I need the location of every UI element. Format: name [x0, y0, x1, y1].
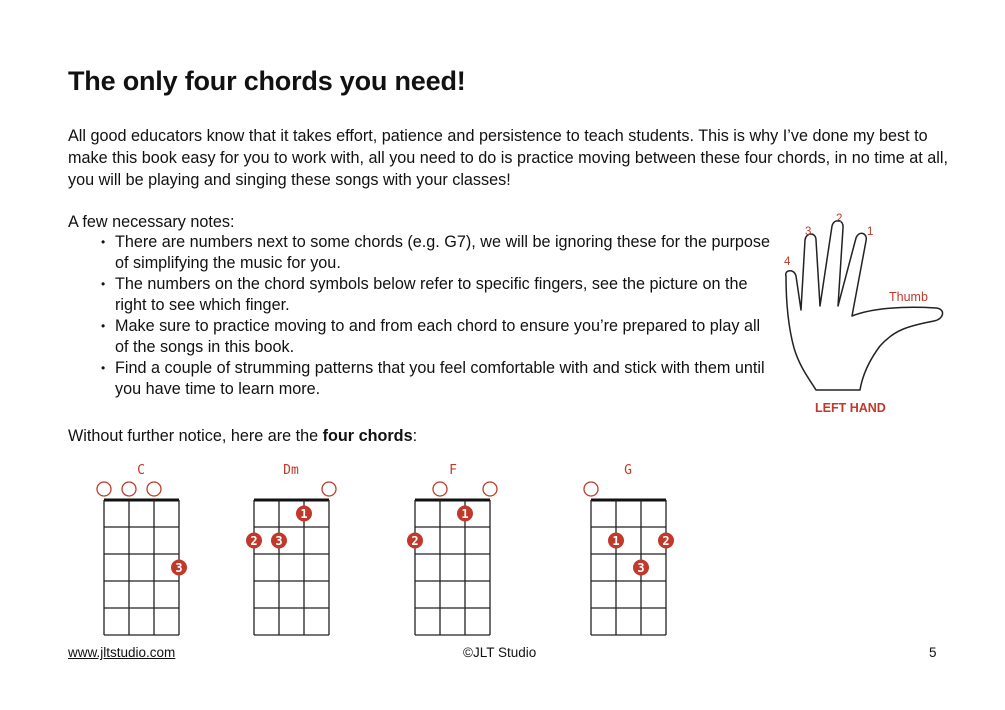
page-title: The only four chords you need! [68, 66, 466, 96]
finger-number-4: 4 [784, 256, 791, 268]
intro-paragraph: All good educators know that it takes effort, patience and persistence to teach students. This is why I’ve done my best to make this book easy for you to work with, all you need to do is practice moving between these four chords, in no time at all, you will be playing and singing these songs with your classes! [68, 127, 948, 189]
finger-dot-label: 1 [461, 507, 469, 521]
bullet-icon: • [101, 277, 106, 291]
finger-dot-label: 1 [612, 534, 620, 548]
open-string-marker [122, 482, 136, 496]
open-string-marker [584, 482, 598, 496]
chord-name-c: C [137, 463, 145, 478]
chord-name-g: G [624, 463, 632, 478]
bullet-icon: • [101, 361, 106, 375]
finger-number-2: 2 [836, 213, 843, 225]
closing-line: Without further notice, here are the four chords: [68, 427, 418, 445]
finger-dot-label: 3 [637, 561, 645, 575]
finger-dot-label: 1 [300, 507, 308, 521]
note-item: • There are numbers next to some chords (e.g. G7), we will be ignoring these for the purpose of simplifying the music for you. [101, 233, 771, 272]
notes-heading: A few necessary notes: [68, 213, 235, 231]
finger-dot-label: 2 [662, 534, 670, 548]
finger-dot-label: 3 [275, 534, 283, 548]
open-string-marker [433, 482, 447, 496]
note-item: • Find a couple of strumming patterns that you feel comfortable with and stick with them until you have time to learn more. [101, 359, 765, 398]
open-string-marker [322, 482, 336, 496]
finger-dot-label: 2 [250, 534, 258, 548]
open-string-marker [483, 482, 497, 496]
bullet-icon: • [101, 319, 106, 333]
note-item: • The numbers on the chord symbols below refer to specific fingers, see the picture on the right to see which finger. [101, 275, 748, 314]
chord-name-f: F [449, 463, 457, 478]
thumb-label: Thumb [889, 290, 928, 304]
website-link[interactable]: www.jltstudio.com [68, 645, 176, 660]
finger-number-3: 3 [805, 226, 812, 238]
closing-bold: four chords [322, 427, 413, 445]
left-hand-label: LEFT HAND [815, 401, 886, 415]
finger-number-1: 1 [867, 226, 874, 238]
finger-dot-label: 3 [175, 561, 183, 575]
bullet-icon: • [101, 235, 106, 249]
chord-name-dm: Dm [283, 463, 299, 478]
open-string-marker [97, 482, 111, 496]
copyright-text: ©JLT Studio [463, 645, 537, 660]
finger-dot-label: 2 [411, 534, 419, 548]
note-item: • Make sure to practice moving to and from each chord to ensure you’re prepared to play all of the songs in this book. [101, 317, 761, 356]
open-string-marker [147, 482, 161, 496]
page-number: 5 [929, 645, 937, 660]
